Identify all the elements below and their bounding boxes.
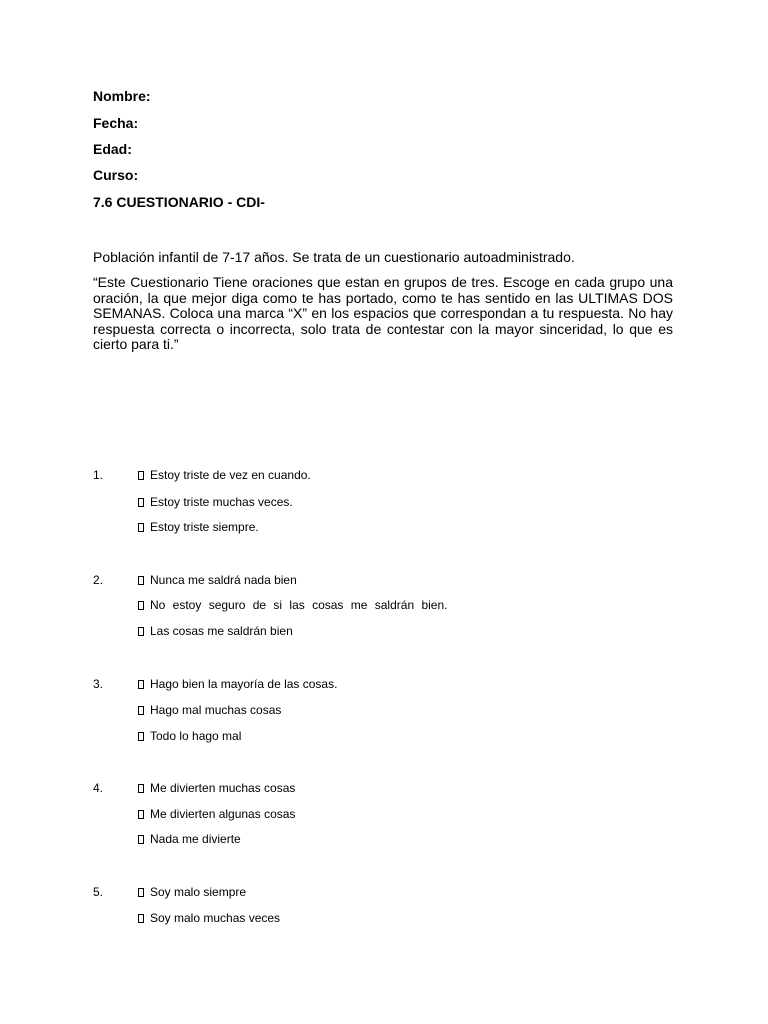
checkbox-icon[interactable] <box>138 706 144 715</box>
checkbox-icon[interactable] <box>138 810 144 819</box>
checkbox-icon[interactable] <box>138 627 144 636</box>
option-row[interactable] <box>138 781 295 795</box>
option-label: Estoy triste muchas veces. <box>150 495 293 509</box>
course-label: Curso: <box>93 167 139 183</box>
question-number: 4. <box>93 781 104 795</box>
option-row[interactable] <box>138 624 293 638</box>
option-label: No estoy seguro de si las cosas me saldrán bien. <box>150 598 448 612</box>
checkbox-icon[interactable] <box>138 576 144 585</box>
option-row[interactable] <box>138 885 246 899</box>
checkbox-icon[interactable] <box>138 784 144 793</box>
option-row[interactable] <box>138 520 259 534</box>
checkbox-icon[interactable] <box>138 835 144 844</box>
option-label: Soy malo siempre <box>150 885 247 899</box>
option-row[interactable] <box>138 495 293 509</box>
checkbox-icon[interactable] <box>138 914 144 923</box>
option-label: Me divierten muchas cosas <box>150 781 296 795</box>
question-number: 3. <box>93 677 104 691</box>
checkbox-icon[interactable] <box>138 732 144 741</box>
option-row[interactable] <box>138 468 311 482</box>
option-row[interactable] <box>138 832 241 846</box>
option-label: Estoy triste de vez en cuando. <box>150 468 311 482</box>
option-label: Soy malo muchas veces <box>150 911 281 925</box>
option-row[interactable] <box>138 677 337 691</box>
option-label: Estoy triste siempre. <box>150 520 259 534</box>
option-label: Hago mal muchas cosas <box>150 703 282 717</box>
instructions-text: “Este Cuestionario Tiene oraciones que estan en grupos de tres. Escoge en cada grupo una oración, la que mejor diga como te has portado, como te has sentido en las ULTIMAS DOS SEMANAS. Coloca una marca “X” en los espacios que correspondan a tu respuesta. No hay respuesta correcta o incorrecta, solo trata de contestar con la mayor sinceridad, lo que es cierto para ti.” <box>93 274 673 352</box>
checkbox-icon[interactable] <box>138 601 144 610</box>
intro-text: Población infantil de 7-17 años. Se trata de un cuestionario autoadministrado. <box>93 249 575 265</box>
checkbox-icon[interactable] <box>138 498 144 507</box>
option-row[interactable] <box>138 598 447 612</box>
checkbox-icon[interactable] <box>138 471 144 480</box>
date-label: Fecha: <box>93 115 139 131</box>
age-label: Edad: <box>93 141 132 157</box>
option-label: Nunca me saldrá nada bien <box>150 573 297 587</box>
option-row[interactable] <box>138 703 281 717</box>
option-label: Nada me divierte <box>150 832 241 846</box>
option-row[interactable] <box>138 911 280 925</box>
option-row[interactable] <box>138 729 241 743</box>
checkbox-icon[interactable] <box>138 680 144 689</box>
question-number: 1. <box>93 468 104 482</box>
option-row[interactable] <box>138 807 295 821</box>
checkbox-icon[interactable] <box>138 888 144 897</box>
name-label: Nombre: <box>93 88 151 104</box>
option-label: Las cosas me saldrán bien <box>150 624 293 638</box>
option-label: Hago bien la mayoría de las cosas. <box>150 677 338 691</box>
section-title: 7.6 CUESTIONARIO - CDI- <box>93 194 265 210</box>
question-number: 2. <box>93 573 104 587</box>
option-row[interactable] <box>138 573 297 587</box>
option-label: Me divierten algunas cosas <box>150 807 296 821</box>
option-label: Todo lo hago mal <box>150 729 242 743</box>
question-number: 5. <box>93 885 104 899</box>
checkbox-icon[interactable] <box>138 523 144 532</box>
